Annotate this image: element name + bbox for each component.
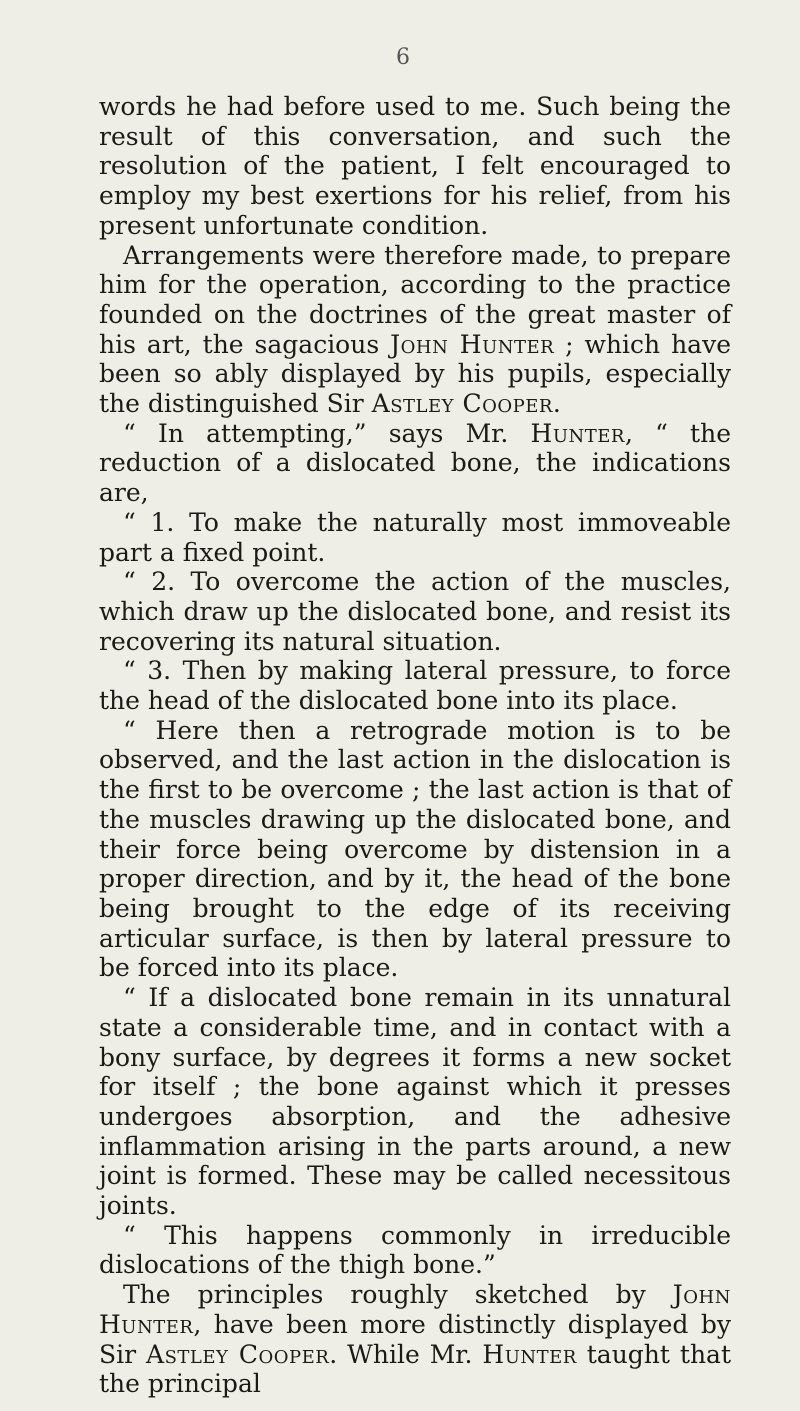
paragraph [99, 241, 731, 419]
text-run: . [552, 389, 561, 419]
paragraph [99, 716, 731, 983]
paragraph [99, 1280, 731, 1399]
paragraph [99, 1221, 731, 1280]
text-run: taught that the principal [99, 1339, 731, 1399]
paragraph [99, 419, 731, 508]
paragraph [99, 656, 731, 715]
paragraph [99, 92, 731, 241]
proper-name: John Hunter [99, 1280, 731, 1339]
text-run: . While Mr. [329, 1339, 483, 1369]
proper-name: Hunter [530, 418, 625, 448]
text-run: “ 2. To overcome the action of the muscles, which draw up the dislocated bone, and resist its recovering its natural situation. [99, 567, 731, 656]
text-run: The principles roughly sketched by [123, 1280, 673, 1310]
paragraph [99, 983, 731, 1221]
proper-name: Astley Cooper [146, 1339, 330, 1369]
text-run: , have been more distinctly displayed by Sir [99, 1309, 731, 1369]
paragraph [99, 508, 731, 567]
proper-name: Astley Cooper [371, 389, 553, 419]
proper-name: Hunter [482, 1339, 577, 1369]
text-run: “ 3. Then by making lateral pressure, to force the head of the dislocated bone into its place. [99, 656, 731, 716]
text-run: “ This happens commonly in irreducible dislocations of the thigh bone.” [99, 1220, 731, 1280]
paragraph [99, 567, 731, 656]
text-run: , “ the reduction of a dislocated bone, the indications are, [99, 418, 731, 508]
text-run: “ Here then a retrograde motion is to be observed, and the last action in the dislocation is the first to be overcome ; the last action is that of the muscles drawing up the dislocated bone, and their force being overcome by distension in a proper direction, and by it, the head of the bone being brought to the edge of its receiving articular surface, is then by lateral pressure to be forced into its place. [99, 715, 731, 983]
text-run: words he had before used to me. Such being the result of this conversation, and such the resolution of the patient, I felt encouraged to employ my best exertions for his relief, from his present unfortunate condition. [99, 92, 731, 240]
proper-name: John Hunter [390, 329, 555, 359]
body-text [99, 92, 731, 1399]
text-run: “ 1. To make the naturally most immoveable part a fixed point. [99, 507, 731, 567]
text-run: “ If a dislocated bone remain in its unnatural state a considerable time, and in contact with a bony surface, by degrees it forms a new socket for itself ; the bone against which it presses undergoes absorption, and the adhesive inflammation arising in the parts around, a new joint is formed. These may be called necessitous joints. [99, 983, 731, 1221]
text-run: Arrangements were therefore made, to prepare him for the operation, according to the practice founded on the doctrines of the great master of his art, the sagacious [99, 240, 731, 359]
page-number: 6 [396, 45, 410, 70]
text-run: “ In attempting,” says Mr. [123, 418, 531, 448]
text-run: ; which have been so ably displayed by his pupils, especially the distinguished Sir [99, 329, 731, 419]
